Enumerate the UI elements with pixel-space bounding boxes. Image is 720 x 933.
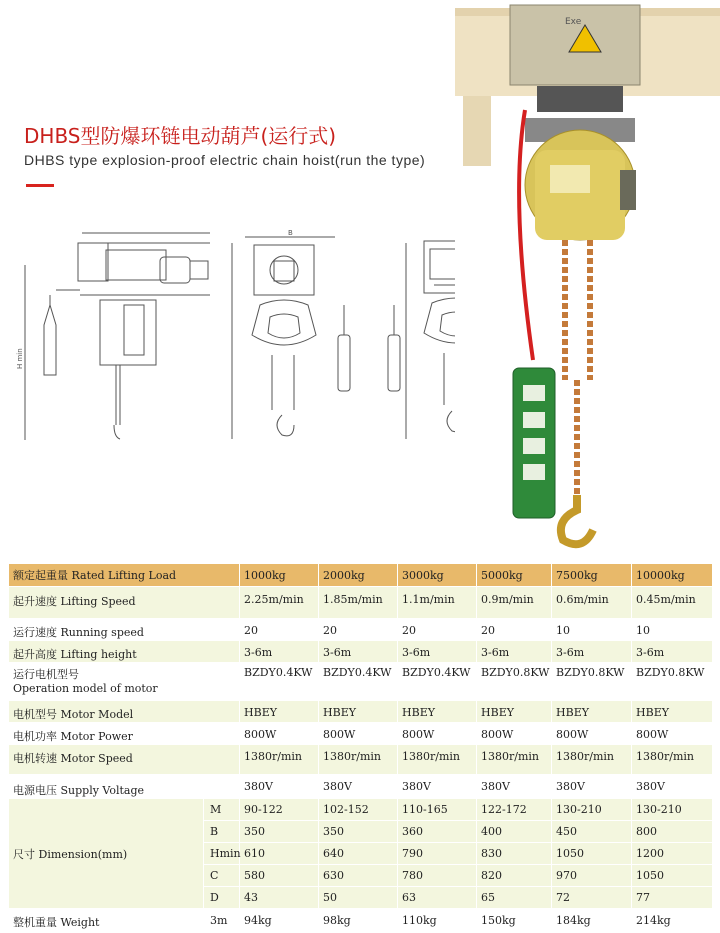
table-row: [9, 775, 713, 799]
table-cell: BZDY0.4KW: [240, 663, 319, 701]
table-cell: 214kg: [632, 909, 713, 933]
table-cell: 122-172: [477, 799, 552, 821]
table-cell: 380V: [398, 775, 477, 799]
table-cell: 90-122: [240, 799, 319, 821]
table-cell: 350: [319, 821, 398, 843]
table-cell: 1380r/min: [552, 745, 632, 775]
table-row: [9, 619, 713, 641]
title-cn: DHBS型防爆环链电动葫芦(运行式): [24, 124, 337, 148]
title-en: DHBS type explosion-proof electric chain hoist(run the type): [24, 152, 426, 168]
table-cell: 380V: [552, 775, 632, 799]
dimension-row: [9, 799, 713, 821]
table-cell: 3-6m: [240, 641, 319, 663]
row-label: 电机型号 Motor Model: [9, 701, 240, 723]
table-cell: 20: [240, 619, 319, 641]
table-cell: 800W: [477, 723, 552, 745]
weight-label: 整机重量 Weight: [9, 909, 204, 933]
table-row: [9, 745, 713, 775]
table-cell: 98kg: [319, 909, 398, 933]
table-header-row: [9, 564, 713, 587]
header-cell: 1000kg: [240, 564, 319, 587]
table-cell: 820: [477, 865, 552, 887]
header-cell: 10000kg: [632, 564, 713, 587]
dimension-key: D: [204, 887, 240, 909]
table-cell: 184kg: [552, 909, 632, 933]
table-row: [9, 587, 713, 619]
table-cell: 1380r/min: [398, 745, 477, 775]
row-label: 起升高度 Lifting height: [9, 641, 240, 663]
row-label: 电机转速 Motor Speed: [9, 745, 240, 775]
row-label: [9, 663, 240, 701]
weight-row: [9, 909, 713, 933]
table-cell: 3-6m: [552, 641, 632, 663]
table-cell: 350: [240, 821, 319, 843]
table-cell: 800W: [632, 723, 713, 745]
table-cell: 1050: [552, 843, 632, 865]
table-cell: 3-6m: [477, 641, 552, 663]
table-cell: 110kg: [398, 909, 477, 933]
table-cell: 77: [632, 887, 713, 909]
table-cell: 1380r/min: [319, 745, 398, 775]
row-label: 起升速度 Lifting Speed: [9, 587, 240, 619]
table-row: [9, 641, 713, 663]
table-cell: 1200: [632, 843, 713, 865]
hoist-photo: [455, 0, 720, 552]
table-cell: 800: [632, 821, 713, 843]
table-cell: 1380r/min: [477, 745, 552, 775]
table-cell: 1380r/min: [632, 745, 713, 775]
dimension-label: 尺寸 Dimension(mm): [9, 799, 204, 909]
table-cell: 400: [477, 821, 552, 843]
row-label: 电机功率 Motor Power: [9, 723, 240, 745]
row-label: 电源电压 Supply Voltage: [9, 775, 240, 799]
dimension-key: B: [204, 821, 240, 843]
table-cell: 1.85m/min: [319, 587, 398, 619]
table-cell: HBEY: [477, 701, 552, 723]
header-cell: 3000kg: [398, 564, 477, 587]
table-cell: 1380r/min: [240, 745, 319, 775]
table-cell: 3-6m: [632, 641, 713, 663]
table-cell: 130-210: [552, 799, 632, 821]
table-cell: 0.6m/min: [552, 587, 632, 619]
front-view-drawing: [232, 229, 350, 439]
table-row: [9, 723, 713, 745]
technical-drawings: [16, 225, 500, 455]
table-cell: HBEY: [632, 701, 713, 723]
table-cell: 450: [552, 821, 632, 843]
svg-text:B: B: [288, 229, 293, 237]
table-cell: BZDY0.8KW: [552, 663, 632, 701]
table-cell: 10: [632, 619, 713, 641]
table-cell: HBEY: [240, 701, 319, 723]
spec-table: [8, 563, 713, 933]
table-cell: 94kg: [240, 909, 319, 933]
table-cell: 800W: [319, 723, 398, 745]
table-cell: 3-6m: [319, 641, 398, 663]
table-cell: 130-210: [632, 799, 713, 821]
table-cell: 790: [398, 843, 477, 865]
row-label-en: Operation model of motor: [13, 682, 158, 695]
table-cell: 800W: [398, 723, 477, 745]
table-cell: 380V: [632, 775, 713, 799]
header-cell: 5000kg: [477, 564, 552, 587]
weight-key: 3m: [204, 909, 240, 933]
table-cell: 800W: [552, 723, 632, 745]
table-row: [9, 663, 713, 701]
table-cell: 50: [319, 887, 398, 909]
title-underline: [26, 184, 54, 187]
table-cell: HBEY: [552, 701, 632, 723]
table-cell: 20: [398, 619, 477, 641]
table-cell: 610: [240, 843, 319, 865]
table-cell: 380V: [240, 775, 319, 799]
table-cell: 580: [240, 865, 319, 887]
table-row: [9, 701, 713, 723]
table-cell: HBEY: [319, 701, 398, 723]
dimension-key: M: [204, 799, 240, 821]
table-cell: 102-152: [319, 799, 398, 821]
table-cell: 970: [552, 865, 632, 887]
table-cell: 800W: [240, 723, 319, 745]
table-cell: BZDY0.4KW: [398, 663, 477, 701]
table-cell: 380V: [319, 775, 398, 799]
table-cell: 43: [240, 887, 319, 909]
row-label: 运行速度 Running speed: [9, 619, 240, 641]
table-cell: BZDY0.4KW: [319, 663, 398, 701]
table-cell: 0.9m/min: [477, 587, 552, 619]
table-cell: 1050: [632, 865, 713, 887]
table-cell: BZDY0.8KW: [477, 663, 552, 701]
table-cell: 3-6m: [398, 641, 477, 663]
table-cell: BZDY0.8KW: [632, 663, 713, 701]
header-label: 额定起重量 Rated Lifting Load: [9, 564, 240, 587]
table-cell: 65: [477, 887, 552, 909]
table-cell: HBEY: [398, 701, 477, 723]
table-cell: 2.25m/min: [240, 587, 319, 619]
junction-box-label: Exe: [565, 17, 582, 27]
table-cell: 20: [319, 619, 398, 641]
table-cell: 630: [319, 865, 398, 887]
table-cell: 110-165: [398, 799, 477, 821]
table-cell: 640: [319, 843, 398, 865]
header-cell: 7500kg: [552, 564, 632, 587]
table-cell: 830: [477, 843, 552, 865]
table-cell: 72: [552, 887, 632, 909]
header-cell: 2000kg: [319, 564, 398, 587]
dimension-key: Hmin: [204, 843, 240, 865]
table-cell: 150kg: [477, 909, 552, 933]
table-cell: 380V: [477, 775, 552, 799]
row-label-cn: 运行电机型号: [13, 668, 79, 681]
table-cell: 20: [477, 619, 552, 641]
table-cell: 1.1m/min: [398, 587, 477, 619]
table-cell: 10: [552, 619, 632, 641]
dimension-key: C: [204, 865, 240, 887]
svg-text:H min: H min: [16, 348, 24, 369]
table-cell: 360: [398, 821, 477, 843]
table-cell: 63: [398, 887, 477, 909]
table-cell: 780: [398, 865, 477, 887]
table-cell: 0.45m/min: [632, 587, 713, 619]
side-view-drawing: [16, 233, 210, 440]
